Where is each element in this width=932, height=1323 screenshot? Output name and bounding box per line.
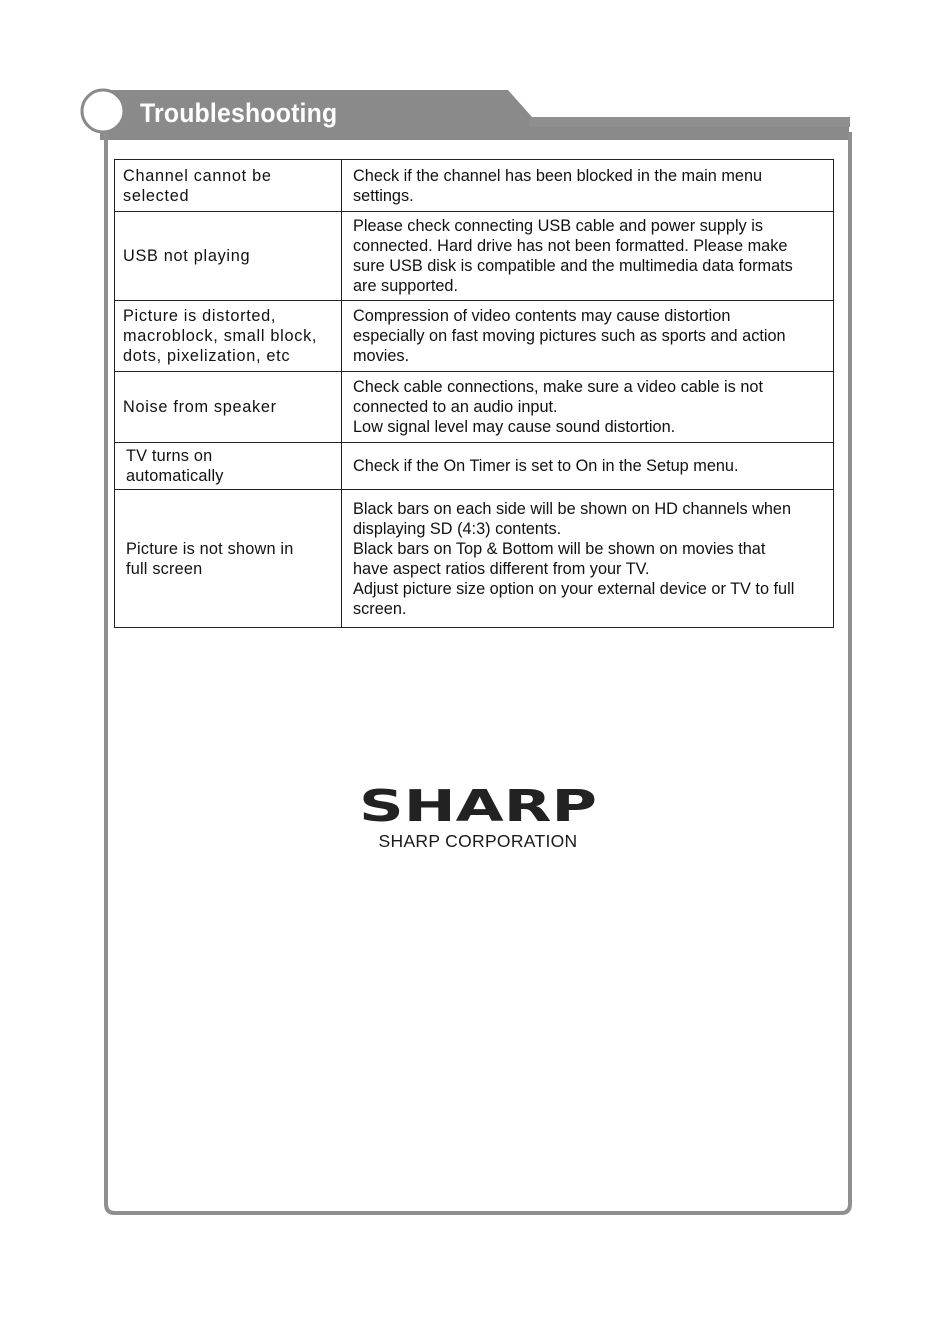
table-row xyxy=(115,443,834,490)
problem-cell xyxy=(115,490,342,628)
solution-line: Check cable connections, make sure a video cable is not xyxy=(353,378,763,396)
table-row xyxy=(115,372,834,443)
solution-line: Adjust picture size option on your external device or TV to full xyxy=(353,579,795,598)
problem-line: macroblock, small block, xyxy=(123,327,318,345)
solution-line: Low signal level may cause sound distortion. xyxy=(353,418,676,436)
sharp-logo xyxy=(358,786,598,826)
solution-line: sure USB disk is compatible and the multimedia data formats xyxy=(353,257,793,275)
solution-line: screen. xyxy=(353,599,407,618)
solution-cell xyxy=(342,490,834,628)
problem-line: USB not playing xyxy=(123,247,251,265)
page-title: Troubleshooting xyxy=(140,98,338,128)
solution-line: especially on fast moving pictures such as sports and action xyxy=(353,327,786,345)
problem-cell xyxy=(115,443,342,490)
table-row xyxy=(115,490,834,628)
solution-line: connected. Hard drive has not been formatted. Please make xyxy=(353,237,788,255)
solution-line: displaying SD (4:3) contents. xyxy=(353,519,562,538)
solution-line: have aspect ratios different from your TV. xyxy=(353,559,650,578)
problem-line: Channel cannot be xyxy=(123,166,272,185)
problem-line: TV turns on xyxy=(126,447,213,465)
problem-cell xyxy=(115,212,342,301)
solution-cell xyxy=(342,212,834,301)
problem-line: Picture is not shown in xyxy=(126,539,294,558)
solution-line: Compression of video contents may cause distortion xyxy=(353,307,731,325)
table-row xyxy=(115,212,834,301)
table-row xyxy=(115,160,834,212)
problem-cell xyxy=(115,160,342,212)
solution-line: Black bars on each side will be shown on HD channels when xyxy=(353,499,792,518)
solution-line: connected to an audio input. xyxy=(353,398,558,416)
solution-cell xyxy=(342,372,834,443)
solution-line: Check if the channel has been blocked in the main menu xyxy=(353,166,763,185)
problem-line: full screen xyxy=(126,559,203,578)
problem-line: selected xyxy=(123,186,190,205)
solution-line: movies. xyxy=(353,347,410,365)
problem-line: dots, pixelization, etc xyxy=(123,347,291,365)
solution-cell xyxy=(342,443,834,490)
problem-line: Noise from speaker xyxy=(123,398,277,416)
problem-cell xyxy=(115,372,342,443)
solution-line: Check if the On Timer is set to On in the Setup menu. xyxy=(353,457,739,475)
troubleshooting-table xyxy=(114,159,834,628)
sharp-logo-wordmark: SHARP xyxy=(359,786,597,826)
corporation-name: SHARP CORPORATION xyxy=(378,831,578,851)
table-row xyxy=(115,301,834,372)
solution-cell xyxy=(342,160,834,212)
solution-line: Please check connecting USB cable and power supply is xyxy=(353,217,763,235)
solution-line: are supported. xyxy=(353,277,458,295)
section-badge-circle xyxy=(82,90,124,132)
solution-cell xyxy=(342,301,834,372)
solution-line: Black bars on Top & Bottom will be shown on movies that xyxy=(353,539,766,558)
problem-line: automatically xyxy=(126,467,224,485)
problem-line: Picture is distorted, xyxy=(123,307,277,325)
problem-cell xyxy=(115,301,342,372)
solution-line: settings. xyxy=(353,186,414,205)
